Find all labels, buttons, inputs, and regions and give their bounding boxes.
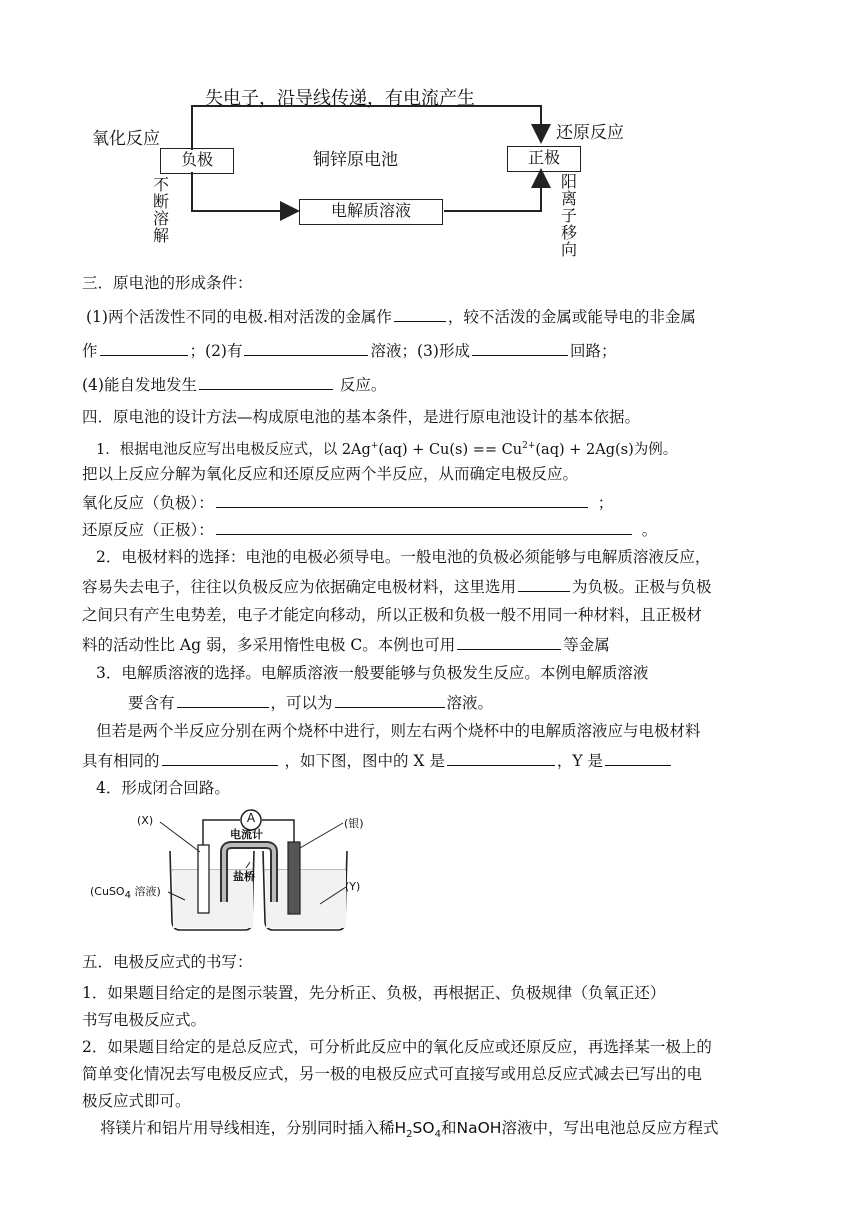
label-cuso4 — [90, 883, 161, 901]
positive-electrode-box: 正极 — [507, 146, 581, 172]
s4-p2-4b: 等金属 — [563, 636, 610, 654]
s5-last-line — [100, 1117, 718, 1146]
s5-item-2-line-2: 简单变化情况去写电极反应式，另一极的电极反应式可直接写或用总反应式减去已写出的电 — [82, 1065, 703, 1083]
label-x: (X) — [137, 814, 154, 827]
s4-p2-2b: 为负极。正极与负极 — [572, 578, 712, 596]
section-3-heading: 三．原电池的形成条件： — [82, 274, 253, 292]
s4-p1c: (aq) + 2Ag(s)为例。 — [535, 441, 678, 458]
ion-charge: 2+ — [522, 441, 536, 451]
label-y: (Y) — [345, 880, 361, 893]
s3-l3b: 反应。 — [334, 376, 387, 394]
s4-p4: 4．形成闭合回路。 — [96, 779, 230, 797]
s4-p1a: 1．根据电池反应写出电极反应式，以 2Ag — [96, 441, 371, 458]
s3-l2b: ；(2)有 — [189, 342, 243, 360]
s5-item-2-line-1: 2．如果题目给定的是总反应式，可分析此反应中的氧化反应或还原反应，再选择某一极上的 — [82, 1038, 712, 1056]
diagram-oxidation-label: 氧化反应 — [92, 129, 160, 149]
s4-p3-4b: ，如下图，图中的 X 是 — [279, 752, 445, 770]
s5-item-1-line-1: 1．如果题目给定的是图示装置，先分析正、负极，再根据正、负极规律（负氧正还） — [82, 984, 666, 1002]
label-silver: (银) — [344, 817, 364, 830]
label-salt-bridge: 盐桥 — [233, 870, 255, 883]
diagram-cation-label: 阳离子移向 — [560, 172, 577, 259]
s4-p2-line-1: 2．电极材料的选择：电池的电极必须导电。一般电池的负极必须能够与电解质溶液反应， — [96, 548, 711, 566]
s4-p3-2b: ，可以为 — [270, 694, 333, 712]
s5-item-1-line-2: 书写电极反应式。 — [82, 1011, 207, 1029]
formula-sub: 2 — [406, 1129, 413, 1141]
s5-last-a: 将镁片和铝片用导线相连，分别同时插入稀 — [100, 1119, 395, 1137]
ion-charge: + — [370, 441, 379, 451]
s4-p1b: (aq) + Cu(s) == Cu — [378, 441, 523, 458]
diagram-center-label: 铜锌原电池 — [313, 150, 398, 170]
formula-so: SO — [412, 1119, 435, 1137]
s4-p3-2a: 要含有 — [128, 694, 175, 712]
s4-p3-line-1: 3．电解质溶液的选择。电解质溶液一般要能够与负极发生反应。本例电解质溶液 — [96, 664, 649, 682]
s4-p1-line-2: 把以上反应分解为氧化反应和还原反应两个半反应，从而确定电极反应。 — [82, 465, 579, 483]
s4-p3-4c: ，Y 是 — [556, 752, 604, 770]
s3-l3a: (4)能自发地发生 — [82, 376, 197, 394]
formula-sub: 4 — [434, 1129, 441, 1141]
ammeter-icon: A — [246, 811, 256, 825]
s4-p3-2c: 溶液。 — [446, 694, 494, 712]
s3-l2c: 溶液；(3)形成 — [370, 342, 470, 360]
cuso4-text: (CuSO — [90, 885, 125, 898]
s5-last-b: 溶液中，写出电池总反应方程式 — [501, 1119, 719, 1137]
s4-p2-2a: 容易失去电子，往往以负极反应为依据确定电极材料，这里选用 — [82, 578, 517, 596]
diagram-reduction-label: 还原反应 — [556, 123, 624, 143]
cuso4-subscript: 4 — [124, 890, 131, 902]
s4-p2-line-3: 之间只有产生电势差，电子才能定向移动，所以正极和负极一般不用同一种材料，且正极材 — [82, 606, 703, 624]
s4-p3-4a: 具有相同的 — [82, 752, 160, 770]
electrolyte-box: 电解质溶液 — [299, 199, 443, 225]
negative-electrode-box: 负极 — [160, 148, 234, 174]
s4-p2-4a: 料的活动性比 Ag 弱，多采用惰性电极 C。本例也可用 — [82, 636, 456, 654]
section-5-heading: 五．电极反应式的书写： — [82, 953, 253, 971]
s4-p3-line-3: 但若是两个半反应分别在两个烧杯中进行，则左右两个烧杯中的电解质溶液应与电极材料 — [96, 722, 701, 740]
s3-l2d: 回路； — [569, 342, 617, 360]
reduction-end: 。 — [641, 521, 658, 539]
formula-h: H — [394, 1119, 407, 1137]
reduction-label: 还原反应（正极）： — [82, 521, 214, 539]
s3-l1b: ，较不活泼的金属或能导电的非金属 — [447, 308, 696, 326]
s3-l2a: 作 — [82, 342, 98, 360]
s3-l1a: (1)两个活泼性不同的电极.相对活泼的金属作 — [86, 308, 392, 326]
s5-and: 和 — [440, 1119, 457, 1137]
diagram-dissolve-label: 不断溶解 — [152, 175, 169, 245]
diagram-top-label: 失电子，沿导线传递，有电流产生 — [205, 88, 475, 109]
oxidation-end: ； — [597, 494, 614, 512]
oxidation-label: 氧化反应（负极）： — [82, 494, 214, 512]
formula-naoh: NaOH — [456, 1119, 502, 1137]
label-meter: 电流计 — [230, 828, 263, 841]
section-4-heading: 四．原电池的设计方法—构成原电池的基本条件，是进行原电池设计的基本依据。 — [82, 408, 641, 426]
cuso4-end: 溶液) — [130, 885, 161, 898]
s5-item-2-line-3: 极反应式即可。 — [82, 1092, 191, 1110]
